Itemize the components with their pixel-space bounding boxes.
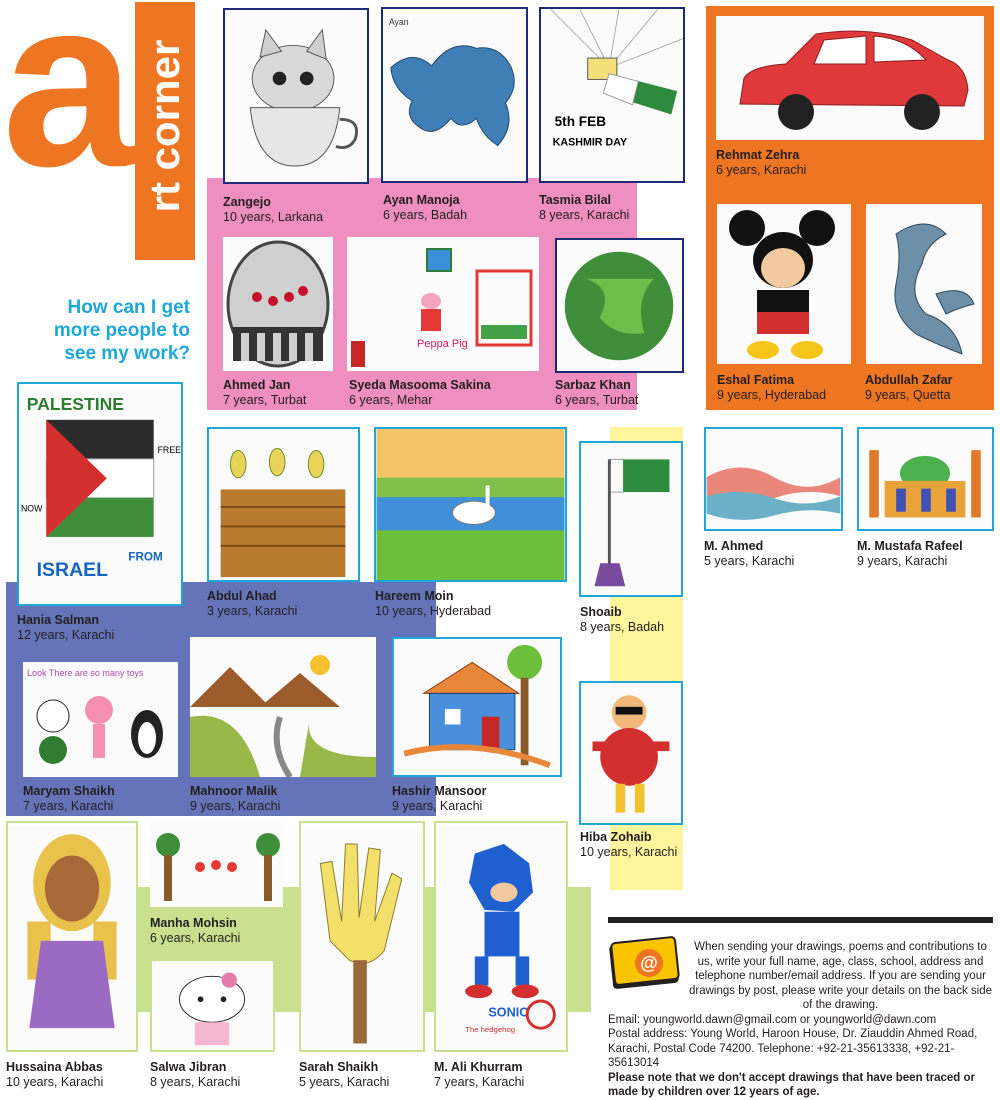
drawing-blue-map [381, 7, 528, 183]
drawing-hello-kitty [150, 959, 275, 1052]
drawing-mountains [190, 637, 376, 777]
artist-age-city: 9 years, Quetta [865, 388, 951, 402]
artist-name: Syeda Masooma Sakina [349, 378, 491, 392]
artist-name: Eshal Fatima [717, 373, 795, 387]
artist-name: Hareem Moin [375, 589, 454, 603]
artist-age-city: 6 years, Mehar [349, 393, 433, 407]
caption [6, 1060, 103, 1090]
caption [717, 373, 826, 403]
artist-age-city: 9 years, Hyderabad [717, 388, 827, 402]
submission-note: Please note that we don't accept drawings that have been traced or made by children over 12 years of age. [608, 1071, 975, 1098]
logo-word-text: rt corner [141, 39, 188, 213]
artist-age-city: 10 years, Karachi [580, 845, 678, 859]
drawing-kashmir-day [539, 7, 685, 183]
artist-name: Hashir Mansoor [392, 784, 487, 798]
drawing-girl-portrait [6, 821, 138, 1052]
artist-age-city: 7 years, Turbat [223, 393, 307, 407]
artist-name: Tasmia Bilal [539, 193, 612, 207]
artist-age-city: 7 years, Karachi [23, 799, 114, 813]
artist-name: Abdul Ahad [207, 589, 277, 603]
drawing-toys [23, 662, 178, 777]
artist-name: Hania Salman [17, 613, 99, 627]
drawing-label-sonic: SONIC [488, 1005, 529, 1020]
artist-name: Mahnoor Malik [190, 784, 278, 798]
submission-postal: Postal address: Young World, Haroon House, Dr. Ziauddin Ahmed Road, Karachi, Postal Code 74200. Telephone: +92-21-35613338, +92-21-35613014 [608, 1028, 978, 1069]
artist-age-city: 12 years, Karachi [17, 628, 115, 642]
caption [580, 830, 677, 860]
artist-name: Ahmed Jan [223, 378, 291, 392]
artist-name: Abdullah Zafar [865, 373, 953, 387]
drawing-sonic [434, 821, 568, 1052]
drawing-label-kashmir-day: KASHMIR DAY [552, 136, 628, 149]
caption [223, 378, 306, 408]
drawing-label-palestine-now: NOW [20, 503, 43, 514]
caption [375, 589, 491, 619]
caption [704, 539, 794, 569]
drawing-label-palestine-from: FROM [128, 550, 163, 564]
caption [865, 373, 953, 403]
drawing-house-tree [392, 637, 562, 777]
artist-name: M. Ahmed [704, 539, 764, 553]
artist-age-city: 9 years, Karachi [857, 554, 948, 568]
submission-email: Email: youngworld.dawn@gmail.com or youngworld@dawn.com [608, 1013, 937, 1026]
artist-name: Shoaib [580, 605, 622, 619]
artist-name: Zangejo [223, 195, 271, 209]
artist-age-city: 9 years, Karachi [190, 799, 281, 813]
artist-name: Sarah Shaikh [299, 1060, 379, 1074]
drawing-green-globe [555, 238, 684, 373]
caption [207, 589, 297, 619]
artist-age-city: 10 years, Hyderabad [375, 604, 492, 618]
artist-age-city: 8 years, Karachi [150, 1075, 241, 1089]
artist-name: Ayan Manoja [383, 193, 460, 207]
drawing-pakistan-flag [579, 441, 683, 597]
caption [299, 1060, 389, 1090]
artist-age-city: 3 years, Karachi [207, 604, 298, 618]
artist-age-city: 6 years, Turbat [555, 393, 639, 407]
drawing-sea-dragon [866, 204, 982, 364]
drawing-children-playing [150, 821, 283, 907]
caption [17, 613, 114, 643]
artist-name: M. Mustafa Rafeel [857, 539, 963, 553]
drawing-basket [207, 427, 360, 582]
artist-age-city: 6 years, Karachi [716, 163, 807, 177]
drawing-cartoon-man [579, 681, 683, 825]
artist-age-city: 5 years, Karachi [299, 1075, 390, 1089]
caption [190, 784, 280, 814]
artist-name: Salwa Jibran [150, 1060, 227, 1074]
artist-age-city: 8 years, Badah [580, 620, 665, 634]
drawing-pond-duck [374, 427, 567, 582]
artist-name: Maryam Shaikh [23, 784, 115, 798]
caption [150, 1060, 240, 1090]
artist-age-city: 6 years, Badah [383, 208, 468, 222]
artist-age-city: 6 years, Karachi [150, 931, 241, 945]
caption [223, 195, 323, 225]
logo-word [135, 2, 195, 260]
artist-age-city: 7 years, Karachi [434, 1075, 525, 1089]
artist-name: M. Ali Khurram [434, 1060, 523, 1074]
info-rule [608, 917, 993, 923]
drawing-label-kashmir-date: 5th FEB [554, 114, 607, 130]
drawing-label-toys: Look There are so many toys [27, 668, 144, 678]
caption [434, 1060, 524, 1090]
drawing-cat-in-cup [223, 8, 369, 184]
artist-age-city: 9 years, Karachi [392, 799, 483, 813]
question-heading: How can I get more people to see my work? [53, 297, 190, 364]
drawing-colour-waves [704, 427, 843, 531]
artist-name: Hussaina Abbas [6, 1060, 103, 1074]
drawing-label-peppa: Peppa Pig [417, 338, 468, 350]
artist-age-city: 8 years, Karachi [539, 208, 630, 222]
artist-age-city: 10 years, Karachi [6, 1075, 104, 1089]
caption [580, 605, 664, 635]
drawing-red-car [716, 16, 984, 140]
artist-name: Rehmat Zehra [716, 148, 800, 162]
caption [23, 784, 115, 814]
drawing-hearts-window [223, 237, 333, 371]
drawing-mosque [857, 427, 994, 531]
submission-info [608, 940, 993, 1100]
caption [349, 378, 491, 408]
caption [150, 916, 240, 946]
logo-letter: a [2, 0, 130, 216]
artist-age-city: 10 years, Larkana [223, 210, 324, 224]
artist-name: Sarbaz Khan [555, 378, 631, 392]
drawing-peppa-pig [347, 237, 539, 371]
submission-intro: When sending your drawings, poems and contributions to us, write your full name, age, class, school, address and telephone number/email address. If you are sending your drawings by post, please write your details on the back side of the drawing. [689, 941, 992, 1011]
artist-name: Hiba Zohaib [580, 830, 652, 844]
drawing-palestine-flag [17, 382, 183, 606]
drawing-label-sonic-sub: The hedgehog [465, 1025, 516, 1035]
caption [383, 193, 467, 223]
drawing-label-palestine-top: PALESTINE [26, 394, 124, 415]
drawing-label-palestine-free: FREE [157, 445, 181, 456]
artist-name: Manha Mohsin [150, 916, 237, 930]
caption [555, 378, 638, 408]
drawing-label-ayan: Ayan [388, 16, 409, 27]
drawing-hand-tree [299, 821, 425, 1052]
drawing-mickey-mouse [717, 204, 851, 364]
caption [539, 193, 629, 223]
caption [857, 539, 963, 569]
artist-age-city: 5 years, Karachi [704, 554, 795, 568]
svg-text:@: @ [640, 953, 658, 973]
drawing-label-palestine-bottom: ISRAEL [36, 558, 109, 581]
caption [716, 148, 806, 178]
caption [392, 784, 486, 814]
